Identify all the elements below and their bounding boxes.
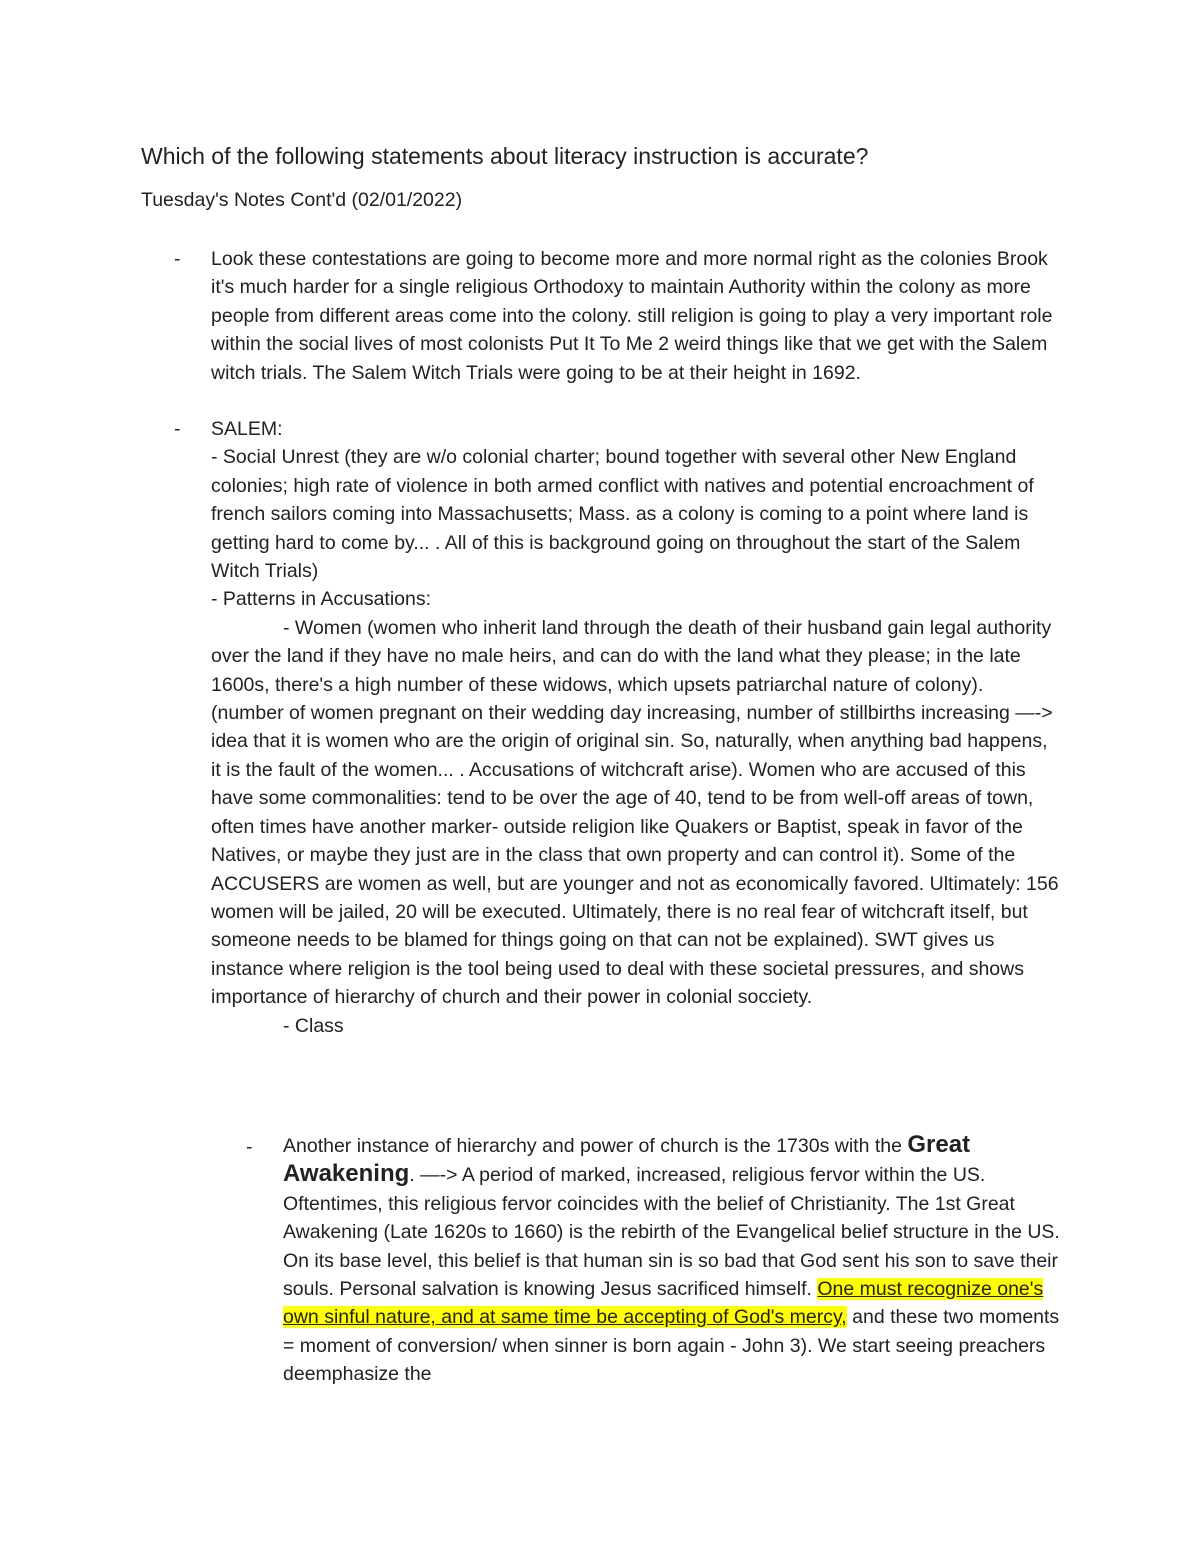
bullet-dash-3: -: [246, 1136, 253, 1158]
great-awakening-intro: Another instance of hierarchy and power of church is the 1730s with the: [283, 1135, 908, 1157]
notes-subtitle: Tuesday's Notes Cont'd (02/01/2022): [141, 189, 463, 211]
salem-heading: SALEM:: [211, 418, 283, 440]
great-awakening-body: . —-> A period of marked, increased, religious fervor within the US. Oftentimes, this religious fervor coincides with the belief of Christianity. The 1st Great Awakening (Late 1620s to 1660) is the rebirth of the Evangelical belief structure in the US. On its base level, this belief is that human sin is so bad that God sent his son to save their souls. Personal salvation is knowing Jesus sacrificed himself.: [283, 1164, 1060, 1301]
great-awakening-term: Great Awakening: [283, 1131, 971, 1188]
great-awakening-ending: and these two moments = moment of conversion/ when sinner is born again - John 3). We start seeing preachers deemphasize the: [283, 1306, 1060, 1386]
bullet-1-text: Look these contestations are going to become more and more normal right as the colonies Brook it's much harder for a single religious Orthodoxy to maintain Authority within the colony as more people from different areas come into the colony. still religion is going to play a very important role within the social lives of most colonists Put It To Me 2 weird things like that we get with the Salem witch trials. The Salem Witch Trials were going to be at their height in 1692.: [211, 248, 1053, 384]
highlighted-text: One must recognize one's own sinful nature, and at same time be accepting of God's mercy,: [283, 1278, 1044, 1329]
salem-section: [211, 415, 1061, 1040]
great-awakening-text: [283, 1131, 1063, 1389]
bullet-dash-2: -: [174, 418, 181, 440]
class-item: - Class: [283, 1014, 344, 1037]
patterns-heading: - Patterns in Accusations:: [211, 588, 432, 611]
women-text: - Women (women who inherit land through the death of their husband gain legal authority over the land if they have no male heirs, and can do with the land what they please; in the late 1600s, there's a high number of these widows, which upsets patriarchal nature of colony). (number of women pregnant on their wedding day increasing, number of stillbirths increasing —-> idea that it is women who are the origin of original sin. So, naturally, when anything bad happens, it is the fault of the women... . Accusations of witchcraft arise). Women who are accused of this have some commonalities: tend to be over the age of 40, tend to be from well-off areas of town, often times have another marker- outside religion like Quakers or Baptist, speak in favor of the Natives, or maybe they just are in the class that own property and can control it). Some of the ACCUSERS are women as well, but are younger and not as economically favored. Ultimately: 156 women will be jailed, 20 will be executed. Ultimately, there is no real fear of witchcraft itself, but someone needs to be blamed for things going on that can not be explained). SWT gives us instance where religion is the tool being used to deal with these societal pressures, and shows importance of hierarchy of church and their power in colonial socciety.: [211, 616, 1059, 1009]
question-title: Which of the following statements about literacy instruction is accurate?: [141, 143, 869, 169]
social-unrest-text: - Social Unrest (they are w/o colonial charter; bound together with several other New England colonies; high rate of violence in both armed conflict with natives and potential encroachment of french sailors coming into Massachusetts; Mass. as a colony is coming to a point where land is getting hard to come by... . All of this is background going on throughout the start of the Salem Witch Trials): [211, 446, 1034, 583]
bullet-dash-1: -: [174, 248, 181, 270]
